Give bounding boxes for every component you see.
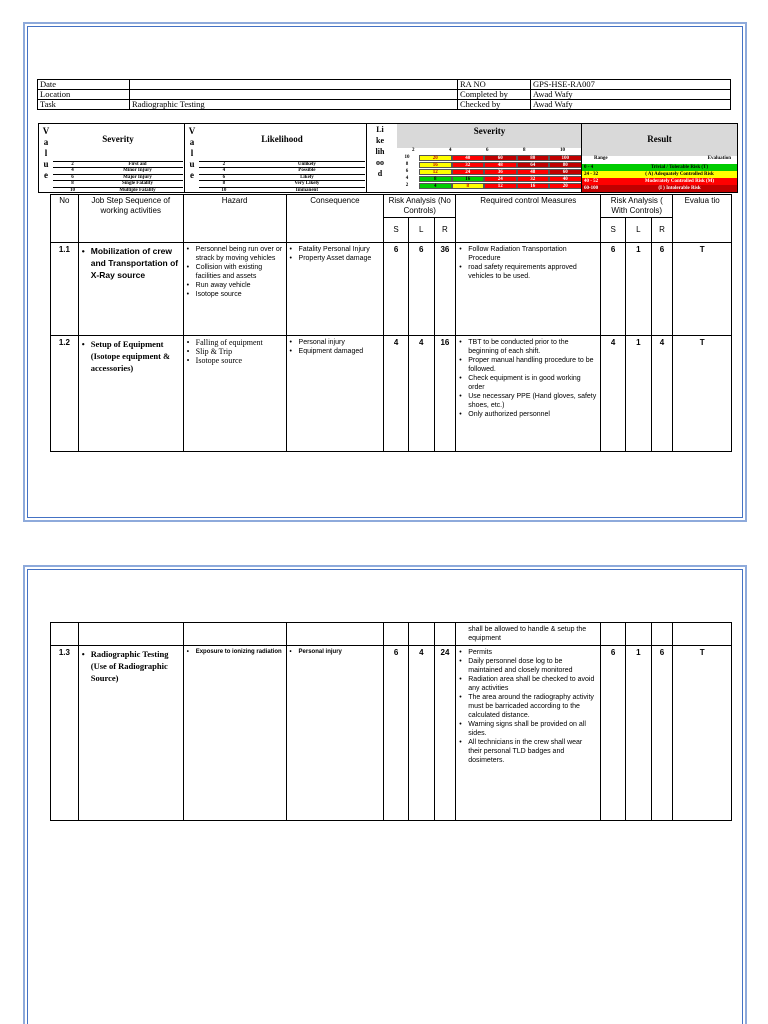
risk-value-controlled: 6 — [651, 243, 673, 336]
info-label: Location — [38, 90, 130, 100]
info-label: Checked by — [458, 100, 531, 110]
info-value: Awad Wafy — [531, 90, 731, 100]
grid-col-header: 4 — [449, 148, 452, 153]
severity-value-controlled: 6 — [601, 646, 626, 821]
likelihood-vertical-label — [368, 124, 392, 179]
vertical-letter: e — [190, 170, 194, 180]
page-1 — [23, 22, 747, 522]
info-label: RA NO — [458, 80, 531, 90]
control-measures — [456, 336, 601, 452]
matrix-name: Very Likely — [294, 181, 320, 187]
result-range: 0 - 4 — [582, 164, 622, 171]
vertical-letter: a — [189, 137, 195, 147]
header-s2: S — [601, 218, 626, 243]
header-r2: R — [651, 218, 673, 243]
info-label: Task — [38, 100, 130, 110]
continuation-row — [51, 623, 732, 646]
grid-cell: 60 — [549, 169, 582, 175]
risk-grid — [366, 123, 582, 193]
info-row — [38, 80, 731, 90]
info-row — [38, 100, 731, 110]
matrix-name: Immanent — [295, 187, 318, 193]
likelihood-value-controlled: 1 — [625, 646, 651, 821]
job-step: • Setup of Equipment (Isotope equipment & accessories) — [78, 336, 183, 452]
grid-col-header: 6 — [486, 148, 489, 153]
grid-cell: 20 — [549, 183, 582, 189]
matrix-value: 2 — [71, 162, 74, 167]
grid-cell: 12 — [484, 183, 517, 189]
risk-value-controlled: 6 — [651, 646, 673, 821]
hazard-list — [183, 336, 286, 452]
matrix-name: Likely — [300, 174, 314, 180]
risk-assessment-table — [50, 194, 732, 452]
list-item: • Isotope source — [187, 356, 283, 365]
result-evaluation: (I ) Intolerable Risk — [622, 185, 737, 192]
evaluation-value: T — [673, 646, 732, 821]
list-item: • Personal injury — [290, 648, 381, 657]
header-evaluation: Evalua tio — [673, 195, 732, 243]
grid-cell: 12 — [419, 169, 452, 175]
matrix-value: 4 — [222, 168, 226, 174]
job-step: • Mobilization of crew and Transportation of X-Ray source — [78, 243, 183, 336]
grid-row-header: 10 — [404, 155, 410, 160]
result-row — [582, 185, 737, 192]
grid-cell: 16 — [517, 183, 550, 189]
grid-cell: 20 — [419, 155, 452, 161]
likelihood-title: Likelihood — [261, 134, 303, 144]
list-item: • Daily personnel dose log to be maintained and closely monitored — [459, 657, 597, 675]
matrix-row — [53, 187, 183, 193]
info-table — [37, 79, 731, 110]
vertical-letter: l — [44, 148, 48, 158]
result-row — [582, 171, 737, 178]
info-value: Awad Wafy — [531, 100, 731, 110]
matrix-row — [199, 187, 365, 193]
list-item: • Only authorized personnel — [459, 410, 597, 419]
consequence-list — [286, 646, 384, 821]
vertical-letter: Li — [376, 125, 384, 134]
result-row — [582, 164, 737, 171]
range-label: Range — [594, 156, 608, 161]
list-item: • Warning signs shall be provided on all sides. — [459, 720, 597, 738]
risk-value-controlled: 4 — [651, 336, 673, 452]
grid-row-header: 6 — [405, 169, 409, 174]
table-row — [51, 336, 732, 452]
result-evaluation: ( A) Adequately Controlled Risk — [622, 171, 737, 178]
header-hazard: Hazard — [183, 195, 286, 243]
likelihood-value: 4 — [408, 336, 434, 452]
likelihood-value-controlled: 1 — [625, 243, 651, 336]
result-range: 24 - 32 — [582, 171, 622, 178]
header-s1: S — [384, 218, 409, 243]
grid-row-header: 2 — [405, 183, 409, 188]
grid-cell: 64 — [517, 162, 550, 168]
list-item: • The area around the radiography activity must be barricaded according to the calculated distance. — [459, 693, 597, 720]
list-item: • Slip & Trip — [187, 347, 283, 356]
list-item: • Exposure to ionizing radiation — [187, 648, 283, 657]
grid-col-header: 8 — [523, 148, 526, 153]
severity-value-controlled: 6 — [601, 243, 626, 336]
evaluation-value: T — [673, 336, 732, 452]
matrix-name: First aid — [128, 162, 147, 167]
matrix-name: Minor Injury — [123, 168, 152, 174]
vertical-letter: u — [43, 159, 49, 169]
grid-col-header: 10 — [560, 148, 565, 153]
result-row — [582, 178, 737, 185]
severity-title: Severity — [102, 134, 134, 144]
row-number: 1.1 — [51, 243, 79, 336]
grid-severity-title: Severity — [473, 126, 506, 136]
matrix-value: 8 — [71, 181, 74, 187]
grid-cell: 8 — [452, 183, 485, 189]
likelihood-value: 6 — [408, 243, 434, 336]
vertical-letter: oo — [376, 158, 384, 167]
info-value: Radiographic Testing — [130, 100, 458, 110]
control-measures — [456, 243, 601, 336]
matrix-value: 6 — [222, 174, 226, 180]
list-item: • All technicians in the crew shall wear their personal TLD badges and dosimeters. — [459, 738, 597, 765]
list-item: • Use necessary PPE (Hand gloves, safety shoes, etc.) — [459, 392, 597, 410]
list-item: • Fatality Personal Injury — [290, 245, 381, 254]
header-control-measures: Required control Measures — [456, 195, 601, 243]
vertical-letter: lih — [375, 147, 385, 156]
list-item: • road safety requirements approved vehicles to be used. — [459, 263, 597, 281]
grid-cell: 36 — [484, 169, 517, 175]
grid-cell: 8 — [419, 176, 452, 182]
grid-cell: 24 — [452, 169, 485, 175]
info-label: Date — [38, 80, 130, 90]
consequence-list — [286, 243, 384, 336]
info-label: Completed by — [458, 90, 531, 100]
list-item: • Property Asset damage — [290, 254, 381, 263]
header-l2: L — [625, 218, 651, 243]
vertical-letter: V — [188, 126, 196, 136]
vertical-letter: V — [42, 126, 50, 136]
matrix-name: Single Fatality — [122, 181, 153, 187]
matrix-value: 2 — [222, 162, 226, 167]
table-row — [51, 243, 732, 336]
grid-row-header: 4 — [405, 176, 409, 181]
grid-cell: 16 — [452, 176, 485, 182]
matrix-value: 10 — [70, 187, 75, 193]
matrix-value: 10 — [221, 187, 227, 193]
result-table — [581, 123, 738, 193]
list-item: • Run away vehicle — [187, 281, 283, 290]
likelihood-value-controlled: 1 — [625, 336, 651, 452]
matrix-value: 4 — [71, 168, 74, 174]
risk-assessment-table-continued — [50, 622, 732, 821]
info-value — [130, 80, 458, 90]
evaluation-value: T — [673, 243, 732, 336]
list-item: • TBT to be conducted prior to the beginning of each shift. — [459, 338, 597, 356]
header-consequence: Consequence — [286, 195, 384, 243]
list-item: • Permits — [459, 648, 597, 657]
grid-cell: 40 — [452, 155, 485, 161]
matrix-name: Unlikely — [297, 162, 316, 167]
vertical-letter: l — [190, 148, 194, 158]
header-risk-analysis-no-controls: Risk Analysis (No Controls) — [384, 195, 456, 218]
list-item: • Follow Radiation Transportation Procedure — [459, 245, 597, 263]
risk-value: 16 — [434, 336, 456, 452]
info-value — [130, 90, 458, 100]
row-number: 1.2 — [51, 336, 79, 452]
list-item: • Radiation area shall be checked to avoid any activities — [459, 675, 597, 693]
header-job-step: Job Step Sequence of working activities — [78, 195, 183, 243]
matrix-value: 8 — [222, 181, 226, 187]
grid-cell: 16 — [419, 162, 452, 168]
severity-value: 6 — [384, 646, 409, 821]
result-range: 60-100 — [582, 185, 622, 192]
evaluation-label: Evaluation — [707, 156, 731, 161]
hazard-list — [183, 646, 286, 821]
list-item: • Personnel being run over or strack by moving vehicles — [187, 245, 283, 263]
grid-cell: 80 — [517, 155, 550, 161]
control-measures — [456, 646, 601, 821]
header-l1: L — [408, 218, 434, 243]
grid-row-header: 8 — [405, 162, 409, 167]
value-label — [187, 126, 197, 181]
header-r1: R — [434, 218, 456, 243]
grid-cell: 32 — [452, 162, 485, 168]
list-item: • Collision with existing facilities and assets — [187, 263, 283, 281]
grid-cell: 24 — [484, 176, 517, 182]
vertical-letter: u — [189, 159, 195, 169]
list-item: • Equipment damaged — [290, 347, 381, 356]
header-no: No — [51, 195, 79, 243]
grid-cell: 32 — [517, 176, 550, 182]
severity-value-controlled: 4 — [601, 336, 626, 452]
value-label — [41, 126, 51, 181]
vertical-letter: e — [44, 170, 48, 180]
matrix-name: Possible — [298, 168, 316, 174]
table-row — [51, 646, 732, 821]
list-item: • Check equipment is in good working order — [459, 374, 597, 392]
list-item: • Proper manual handling procedure to be followed. — [459, 356, 597, 374]
severity-value: 4 — [384, 336, 409, 452]
severity-value: 6 — [384, 243, 409, 336]
grid-col-header: 2 — [412, 148, 415, 153]
result-range: 40 - 52 — [582, 178, 622, 185]
grid-cell: 4 — [419, 183, 452, 189]
row-number: 1.3 — [51, 646, 79, 821]
likelihood-value: 4 — [408, 646, 434, 821]
continued-measure: shall be allowed to handle & setup the equipment — [456, 623, 601, 646]
page-2 — [23, 565, 747, 1024]
list-item: • Falling of equipment — [187, 338, 283, 347]
grid-cell: 60 — [484, 155, 517, 161]
likelihood-table — [184, 123, 367, 193]
list-item: • Personal injury — [290, 338, 381, 347]
matrix-name: Major Injury — [123, 174, 152, 180]
result-title: Result — [647, 134, 672, 144]
vertical-letter: a — [43, 137, 49, 147]
grid-cell: 48 — [484, 162, 517, 168]
matrix-name: Multiple Fatality — [119, 187, 156, 193]
info-row — [38, 90, 731, 100]
grid-cell: 40 — [549, 176, 582, 182]
list-item: • Isotope source — [187, 290, 283, 299]
grid-cell: 48 — [517, 169, 550, 175]
grid-cell: 80 — [549, 162, 582, 168]
job-step: • Radiographic Testing (Use of Radiographic Source) — [78, 646, 183, 821]
risk-value: 24 — [434, 646, 456, 821]
grid-cell: 100 — [549, 155, 582, 161]
header-risk-analysis-with-controls: Risk Analysis ( With Controls) — [601, 195, 673, 218]
hazard-list — [183, 243, 286, 336]
info-value: GPS-HSE-RA007 — [531, 80, 731, 90]
vertical-letter: d — [377, 169, 383, 178]
result-evaluation: Moderately Controlled Risk (M) — [622, 178, 737, 185]
result-evaluation: Trivial / Tolerable Risk (T) — [622, 164, 737, 171]
consequence-list — [286, 336, 384, 452]
matrix-value: 6 — [71, 174, 74, 180]
severity-table — [38, 123, 185, 193]
vertical-letter: ke — [376, 136, 384, 145]
risk-value: 36 — [434, 243, 456, 336]
